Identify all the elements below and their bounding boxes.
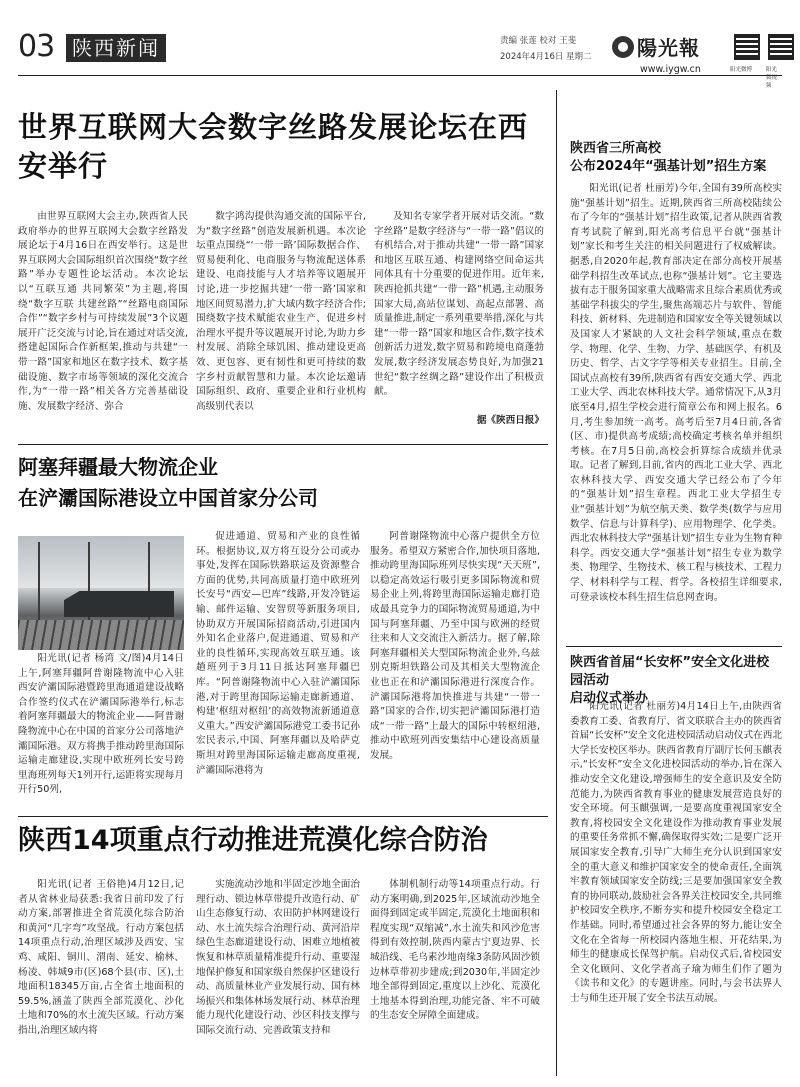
side1-title-line1: 陕西省三所高校: [570, 141, 662, 156]
editors-line: 责编 张莲 校对 王斐: [500, 36, 577, 46]
article3-column-2: [196, 878, 360, 1074]
side1-headline: [570, 140, 782, 176]
issue-date: 2024年4月16日 星期二: [500, 52, 592, 62]
article1-source: 据《陕西日报》: [476, 415, 544, 426]
section-name: 陕西新闻: [66, 34, 166, 62]
side2-title-line1: 陕西省首届“长安杯”安全文化进校园活动: [570, 655, 770, 688]
side1-body: [570, 182, 782, 640]
article2-title-line1: 阿塞拜疆最大物流企业: [18, 455, 218, 479]
qr-label-video: 阳光微视频: [766, 67, 778, 89]
side1-paragraph: 阳光讯(记者 杜丽芳)今年,全国有39所高校实施“强基计划”招生。近期,陕西省三所高校陆续公布了今年的“强基计划”招生政策,记者从陕西省教育考试院了解到,阳光高考信息平台就“强基计划”家长和考生关注的相关问题进行了权威解读。据悉,自2020年起,教育部决定在部分高校开展基础学科招生改革试点,也称“强基计划”。它主要选拔有志于服务国家重大战略需求且综合素质优秀或基础学科拔尖的学生,聚焦高端芯片与软件、智能科技、新材料、先进制造和国家安全等关键领域以及国家人才紧缺的人文社会科学领域,重点在数学、物理、化学、生物、力学、基础医学、有机及历史、哲学、古文字学等相关专业招生。目前,全国试点高校有39所,陕西省有西安交通大学、西北工业大学、西北农林科技大学。通常情况下,从3月底至4月,招生学校会进行简章公布和网上报名。6月,考生参加统一高考。高考后至7月4日前,各省(区、市)提供高考成绩;高校确定考核名单并组织考核。在7月5日前,高校会折算综合成绩并优录取。记者了解到,目前,省内的西北工业大学、西北农林科技大学、西安交通大学已经公布了今年的“强基计划”招生章程。西北工业大学招生专业“强基计划”为航空航天类、数学类(数学与应用数学、信息与计算科学)、应用物理学、化学类。西北农林科技大学“强基计划”招生专业为生物育种科学。西安交通大学“强基计划”招生专业为数学类、物理学、生物技术、核工程与核技术、工程力学、材料科学与工程、哲学。各校招生详细要求,可登录该校本科生招生信息网查询。: [570, 183, 782, 603]
photo-pole: [38, 542, 40, 620]
article3-paragraph: 体制机制行动等14项重点行动。行动方案明确,到2025年,区域流动沙地全面得到固定或半固定,荒漠化土地面积和程度实现“双缩减”,水土流失和风沙危害得到有效控制,陕西内蒙古宁夏边界、长城沿线、毛乌素沙地南缘3条防风固沙锁边林草带初步建成;到2030年,半固定沙地全部得到固定,重度以上沙化、荒漠化土地基本得到治理,功能完备、牢不可破的生态安全屏障全面建成。: [370, 879, 540, 1022]
article2-paragraph: 阿普谢隆物流中心落户提供全方位服务。希望双方紧密合作,加快项目落地,推动跨里海国际班列尽快实现“天天班”,以稳定高效运行吸引更多国际物流和贸易企业上列,将跨里海国际运输走廊打造成最具竞争力的国际物流贸易通道,为中国与阿塞拜疆、乃至中国与欧洲的经贸往来和人文交流注入新活力。据了解,除阿塞拜疆相关大型国际物流企业外,乌兹别克斯坦铁路公司及其相关大型物流企业也正在和浐灞国际港进行深度合作。浐灞国际港将加快推进与共建“一带一路”国家的合作,切实把浐灞国际港打造成“一带一路”上最大的国际中转枢纽港,推动中欧班列西安集结中心建设高质量发展。: [370, 531, 540, 761]
side2-body: [570, 700, 782, 1076]
article2-column-3: [370, 530, 540, 812]
divider: [18, 816, 548, 817]
article2-paragraph: 促进通道、贸易和产业的良性循环。根据协议,双方将互设分公司或办事处,发挥在国际铁路联运及资源整合方面的优势,共同高质量打造中欧班列长安号“西安—巴库”线路,开发冷链运输、邮件运输、安智贸等新服务项目,协助双方开展国际招商活动,引进国内外知名企业落户,促进通道、贸易和产业的良性循环,实现高效互联互通。该趟班列于3月11日抵达阿塞拜疆巴库。“阿普谢隆物流中心入驻浐灞国际港,对于跨里海国际运输走廊新通道、构建‘枢纽对枢纽’的高效物流新通道意义重大。”西安浐灞国际港党工委书记孙宏民表示,中国、阿塞拜疆以及哈萨克斯坦对跨里海国际运输走廊高度重视,浐灞国际港将为: [196, 531, 360, 776]
article3-column-1: [18, 878, 184, 1074]
article1-column-3: [374, 210, 544, 404]
masthead: [18, 29, 782, 89]
column-separator: [556, 90, 557, 1076]
page-number: 03: [18, 29, 55, 64]
newspaper-logo: [612, 32, 700, 61]
article2-headline: [18, 452, 538, 514]
article1-headline: 世界互联网大会数字丝路发展论坛在西安举行: [18, 110, 529, 183]
qr-code-icon: [734, 34, 760, 60]
article1-paragraph: 数字鸿沟提供沟通交流的国际平台,为“数字丝路”创造发展新机遇。本次论坛重点围绕“‘一带一路’国际数据合作、贸易便利化、电商服务与物流配送体系建设、电商技能与人才培养等议题展开讨论,进一步挖掘共建‘一带一路’国家和地区间贸易潜力,扩大域内数字经济合作;围绕数字技术赋能农业生产、促进乡村治理水平提升等议题展开讨论,为助力乡村发展、消除全球饥困、推动建设更高效、更包容、更有韧性和更可持续的数字乡村贡献智慧和力量。本次论坛邀请国际组织、政府、重要企业和行业机构高级别代表以: [196, 211, 366, 412]
article1-paragraph: 及知名专家学者开展对话交流。“数字丝路”是数字经济与“一带一路”倡议的有机结合,对于推动共建“一带一路”国家和地区互联互通、构建网络空间命运共同体具有十分重要的促进作用。近年来,陕西抢抓共建“一带一路”机遇,主动服务国家大局,高站位谋划、高起点部署、高质量推进,制定一系列重要举措,深化与共建“一带一路”国家和地区合作,数字技术创新活力迸发,数字贸易和跨境电商蓬勃发展,数字经济发展态势良好,为加强21世纪“数字丝绸之路”建设作出了积极贡献。: [374, 211, 544, 398]
photo-sky: [18, 536, 184, 588]
article1-paragraph: 由世界互联网大会主办,陕西省人民政府举办的世界互联网大会数字丝路发展论坛于4月16日在西安举行。这是世界互联网大会国际组织首次围绕“数字丝路”举办专题性论坛活动。本次论坛以“互联互通 共同繁荣”为主题,将围绕“数字互联 共建丝路”“丝路电商国际合作”“数字乡村与可持续发展”3个议题展开广泛交流与讨论,旨在通过对话交流,搭建起国际合作新框架,推动与共建“一带一路”国家和地区在数字技术、数字基础设施、数字市场等领域的深化交流合作,为“一带一路”相关各方完善基础设施、发展数字经济、弥合: [18, 211, 188, 412]
article1-column-1: [18, 210, 188, 436]
article3-paragraph: 实施流动沙地和半固定沙地全面治理行动、锁边林草带提升改造行动、矿山生态修复行动、农田防护林网建设行动、水土流失综合治理行动、黄河沿岸绿色生态廊道建设行动、困难立地植被恢复和林草质量精准提升行动、重要湿地保护修复和国家级自然保护区建设行动、高质量林业产业发展行动、国有林场振兴和集体林场发展行动、林草治理能力现代化建设行动、沙区科技支撑与国际交流行动、完善政策支持和: [196, 879, 360, 1036]
qr-code-icon: [768, 34, 794, 60]
sun-logo-icon: [612, 36, 634, 58]
divider: [18, 444, 548, 445]
article2-column-2: [196, 530, 360, 812]
side2-title-line2: 启动仪式举办: [570, 691, 649, 706]
photo-track: [18, 620, 184, 650]
article2-column-1: [18, 652, 184, 812]
article3-paragraph: 阳光讯(记者 王俗艳)4月12日,记者从省林业局获悉:我省日前印发了行动方案,部署推进全省荒漠化综合防治和黄河“几字弯”攻坚战。行动方案包括14项重点行动,治理区域涉及西安、宝鸡、咸阳、铜川、渭南、延安、榆林、杨凌、韩城9市(区)68个县(市、区),土地面积18345万亩,占全省土地面积的59.5%,涵盖了陕西全部荒漠化、沙化土地和70%的水土流失区域。行动方案指出,治理区域内将: [18, 879, 184, 1036]
article3-column-3: [370, 878, 540, 1074]
logo-text: 陽光報: [637, 36, 700, 60]
divider: [566, 646, 782, 647]
photo-train: [64, 591, 174, 617]
article2-title-line2: 在浐灞国际港设立中国首家分公司: [18, 486, 318, 510]
side2-paragraph: 阳光讯(记者 杜丽芳)4月14日上午,由陕西省委教育工委、省教育厅、省文联联合主办的陕西省首届“长安杯”安全文化进校园活动启动仪式在西北大学长安校区举办。陕西省教育厅副厅长何玉麒表示,“长安杯”安全文化进校园活动的举办,旨在深入推动安全文化建设,增强师生的安全意识及安全防范能力,为陕西省教育事业的健康发展营造良好的安全环境。何玉麒强调,一是要高度重视国家安全教育,将校园安全文化建设作为推动教育事业发展的重要任务常抓不懈,确保取得实效;二是要广泛开展国家安全教育,引导广大师生充分认识到国家安全的重大意义和维护国家安全的使命责任,全面筑牢教育领域国家安全防线;三是要加强国家安全教育的协同联动,鼓励社会各界关注校园安全,共同维护校园安全秩序,不断夯实和提升校园安全稳定工作基础。同时,希望通过社会各界的努力,能让安全文化在全省每一所校园内落地生根、开花结果,为师生的健康成长保驾护航。启动仪式后,省校园安全文化顾问、文化学者高子瑜为师生们作了题为《读书和文化》的专题讲座。同时,与会书法界人士与师生还开展了安全书法互动展。: [570, 701, 782, 1004]
article3-headline: 陕西14项重点行动推进荒漠化综合防治: [18, 825, 488, 856]
article1-column-2: [196, 210, 366, 436]
side1-title-line2: 公布2024年“强基计划”招生方案: [570, 159, 767, 174]
article2-paragraph: 阳光讯(记者 杨湾 文/图)4月14日上午,阿塞拜疆阿普谢隆物流中心入驻西安浐灞国际港暨跨里海通道建设战略合作签约仪式在浐灞国际港举行,标志着阿塞拜疆最大的物流企业——阿普谢隆物流中心在中国的首家分公司落地浐灞国际港。双方将携手推动跨里海国际运输走廊建设,实现中欧班列长安号跨里海班列每天1列开行,运距将实现每月开行50列,: [18, 653, 184, 796]
train-photo: [18, 536, 184, 650]
qr-label-weibo: 阳光微博: [730, 67, 753, 73]
website-url[interactable]: www.iygw.cn: [640, 64, 701, 75]
